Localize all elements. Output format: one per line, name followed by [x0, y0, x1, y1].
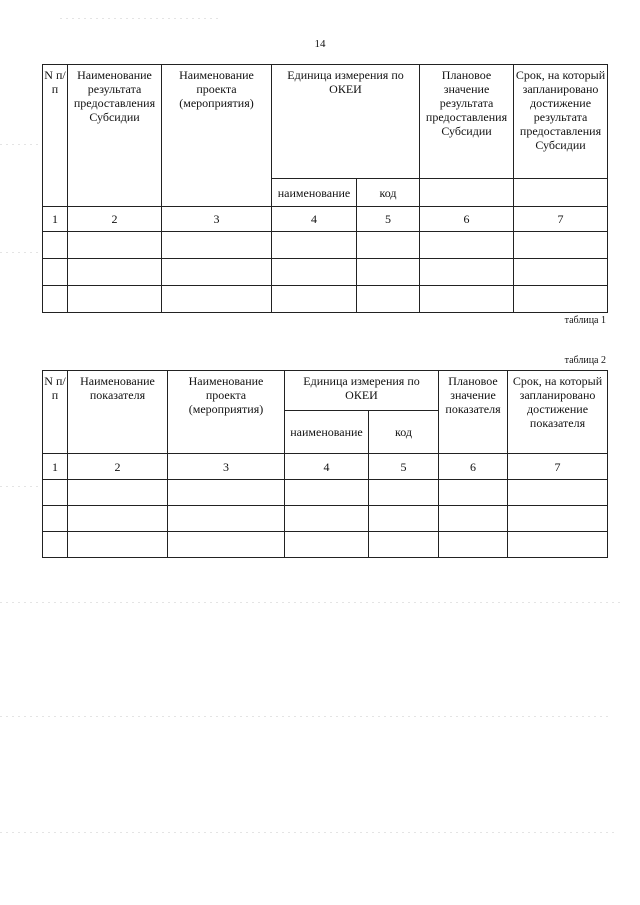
empty-cell [68, 286, 162, 313]
empty-cell [68, 259, 162, 286]
empty-cell [162, 259, 272, 286]
empty-cell [285, 480, 369, 506]
index-row [43, 207, 608, 232]
empty-cell [272, 286, 357, 313]
header-project-name: Наименование проекта (мероприятия) [168, 371, 285, 454]
header-unit-name: наименование [285, 411, 369, 454]
empty-cell [420, 259, 514, 286]
empty-cell [162, 286, 272, 313]
table-row [43, 480, 608, 506]
header-planned-value: Плановое значение показателя [439, 371, 508, 454]
header-unit-name: наименование [272, 179, 357, 207]
header-unit-code: код [357, 179, 420, 207]
header-unit-code: код [369, 411, 439, 454]
empty-cell [43, 259, 68, 286]
results-table [42, 64, 608, 313]
empty-cell [68, 480, 168, 506]
header-deadline: Срок, на который запланировано достижение показателя [508, 371, 608, 454]
empty-cell [357, 232, 420, 259]
empty-cell [168, 480, 285, 506]
table-row [43, 232, 608, 259]
page-number: 14 [314, 38, 326, 50]
index-cell: 3 [162, 207, 272, 232]
empty-cell [439, 480, 508, 506]
empty-cell [68, 506, 168, 532]
index-cell: 4 [272, 207, 357, 232]
index-cell: 5 [357, 207, 420, 232]
scan-artifact [0, 144, 40, 145]
empty-cell [68, 232, 162, 259]
table-row [43, 286, 608, 313]
empty-cell [168, 532, 285, 558]
empty-cell [168, 506, 285, 532]
empty-cell [357, 286, 420, 313]
empty-cell [514, 232, 608, 259]
empty-cell [508, 506, 608, 532]
index-cell: 1 [43, 454, 68, 480]
index-cell: 6 [420, 207, 514, 232]
empty-cell [439, 532, 508, 558]
header-deadline: Срок, на который запланировано достижение результата предоставления Субсидии [514, 65, 608, 179]
empty-cell [420, 179, 514, 207]
header-indicator-name: Наименование показателя [68, 371, 168, 454]
empty-cell [285, 506, 369, 532]
index-cell: 2 [68, 454, 168, 480]
header-project-name: Наименование проекта (мероприятия) [162, 65, 272, 207]
empty-cell [43, 480, 68, 506]
scan-artifact [0, 832, 615, 833]
table2-caption: таблица 2 [564, 355, 606, 366]
empty-cell [439, 506, 508, 532]
table-row [43, 532, 608, 558]
empty-cell [68, 532, 168, 558]
empty-cell [369, 532, 439, 558]
empty-cell [508, 532, 608, 558]
empty-cell [369, 480, 439, 506]
empty-cell [285, 532, 369, 558]
index-cell: 6 [439, 454, 508, 480]
empty-cell [43, 532, 68, 558]
header-result-name: Наименование результата предоставления Субсидии [68, 65, 162, 207]
empty-cell [43, 506, 68, 532]
empty-cell [357, 259, 420, 286]
scan-artifact [0, 602, 620, 603]
empty-cell [508, 480, 608, 506]
scan-artifact [0, 252, 40, 253]
empty-cell [514, 286, 608, 313]
header-unit: Единица измерения по ОКЕИ [272, 65, 420, 179]
index-cell: 4 [285, 454, 369, 480]
index-cell: 7 [508, 454, 608, 480]
index-cell: 3 [168, 454, 285, 480]
empty-cell [272, 232, 357, 259]
header-num: N п/п [43, 371, 68, 454]
index-row [43, 454, 608, 480]
empty-cell [272, 259, 357, 286]
table-row [43, 506, 608, 532]
header-num: N п/п [43, 65, 68, 207]
empty-cell [420, 286, 514, 313]
table-row [43, 259, 608, 286]
empty-cell [514, 179, 608, 207]
table1-caption: таблица 1 [564, 315, 606, 326]
empty-cell [369, 506, 439, 532]
indicators-table [42, 370, 608, 558]
header-unit: Единица измерения по ОКЕИ [285, 371, 439, 411]
empty-cell [514, 259, 608, 286]
empty-cell [162, 232, 272, 259]
empty-cell [43, 286, 68, 313]
index-cell: 7 [514, 207, 608, 232]
header-planned-value: Плановое значение результата предоставления Субсидии [420, 65, 514, 179]
index-cell: 1 [43, 207, 68, 232]
empty-cell [43, 232, 68, 259]
scan-artifact [0, 486, 40, 487]
scan-artifact [60, 18, 220, 19]
index-cell: 5 [369, 454, 439, 480]
scan-artifact [0, 716, 610, 717]
index-cell: 2 [68, 207, 162, 232]
empty-cell [420, 232, 514, 259]
